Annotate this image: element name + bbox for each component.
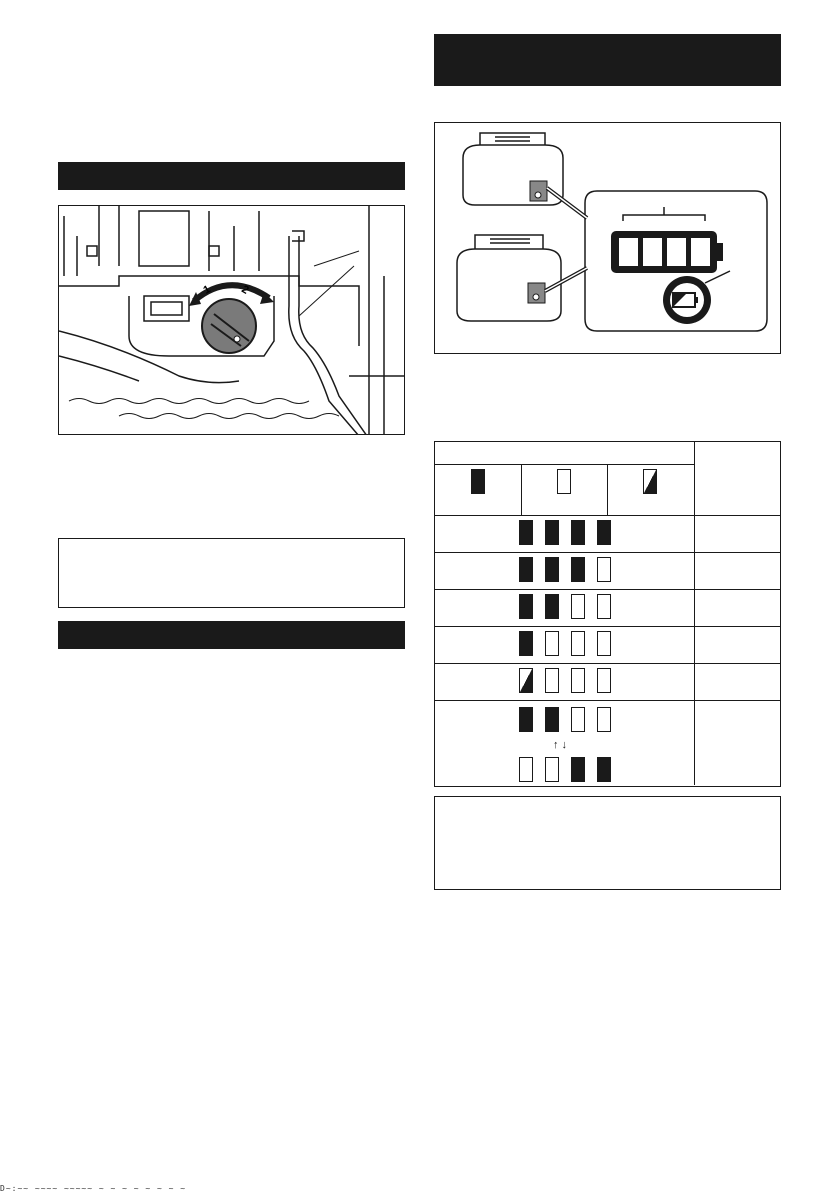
section-heading-bar-right	[434, 34, 781, 86]
lamp	[571, 594, 585, 619]
lamp	[545, 557, 559, 582]
note-box-right	[434, 796, 781, 890]
table-row-divider	[435, 552, 780, 553]
lamp	[597, 631, 611, 656]
page-footer: D~:~~ ~~~~ ~~~~~ ~ ~ ~ ~ ~ ~ ~ ~	[0, 1184, 187, 1193]
lamp	[519, 757, 533, 782]
lamp	[597, 757, 611, 782]
table-divider-vertical	[694, 442, 695, 785]
table-row-divider	[435, 589, 780, 590]
lamp	[545, 757, 559, 782]
lamp	[597, 668, 611, 693]
lamp	[597, 594, 611, 619]
lamp	[571, 668, 585, 693]
lamp	[545, 594, 559, 619]
lamp	[545, 707, 559, 732]
battery-pack-illustration	[435, 123, 781, 354]
lamp	[571, 631, 585, 656]
table-header-divider	[435, 464, 694, 465]
lamp	[519, 594, 533, 619]
charge-level-table	[434, 441, 781, 787]
table-header-subdivider-1	[521, 464, 522, 515]
lamp	[519, 631, 533, 656]
lamp	[545, 631, 559, 656]
note-box-left	[58, 538, 405, 608]
lamp	[519, 707, 533, 732]
table-header-subdivider-2	[607, 464, 608, 515]
figure-dial-switch	[58, 205, 405, 435]
table-row-divider	[435, 626, 780, 627]
legend-lamp-on	[471, 469, 485, 494]
lamp	[597, 520, 611, 545]
dial-switch-illustration	[59, 206, 405, 435]
lamp	[571, 557, 585, 582]
table-row-divider	[435, 663, 780, 664]
lamp	[571, 757, 585, 782]
lamp	[519, 520, 533, 545]
table-row-divider	[435, 700, 780, 701]
legend-lamp-blinking	[643, 469, 657, 494]
section-heading-bar-1	[58, 162, 405, 190]
lamp	[571, 707, 585, 732]
legend-lamp-off	[557, 469, 571, 494]
figure-battery-indicator	[434, 122, 781, 354]
lamp	[597, 557, 611, 582]
table-row-divider	[435, 515, 780, 516]
lamp	[571, 520, 585, 545]
dial-label-2: 2	[239, 283, 251, 297]
lamp	[597, 707, 611, 732]
alternation-arrows: ↑ ↓	[553, 739, 568, 751]
lamp	[545, 668, 559, 693]
lamp	[545, 520, 559, 545]
dial-label-1: 1	[201, 283, 213, 297]
lamp	[519, 557, 533, 582]
lamp	[519, 668, 533, 693]
section-heading-bar-2	[58, 621, 405, 649]
